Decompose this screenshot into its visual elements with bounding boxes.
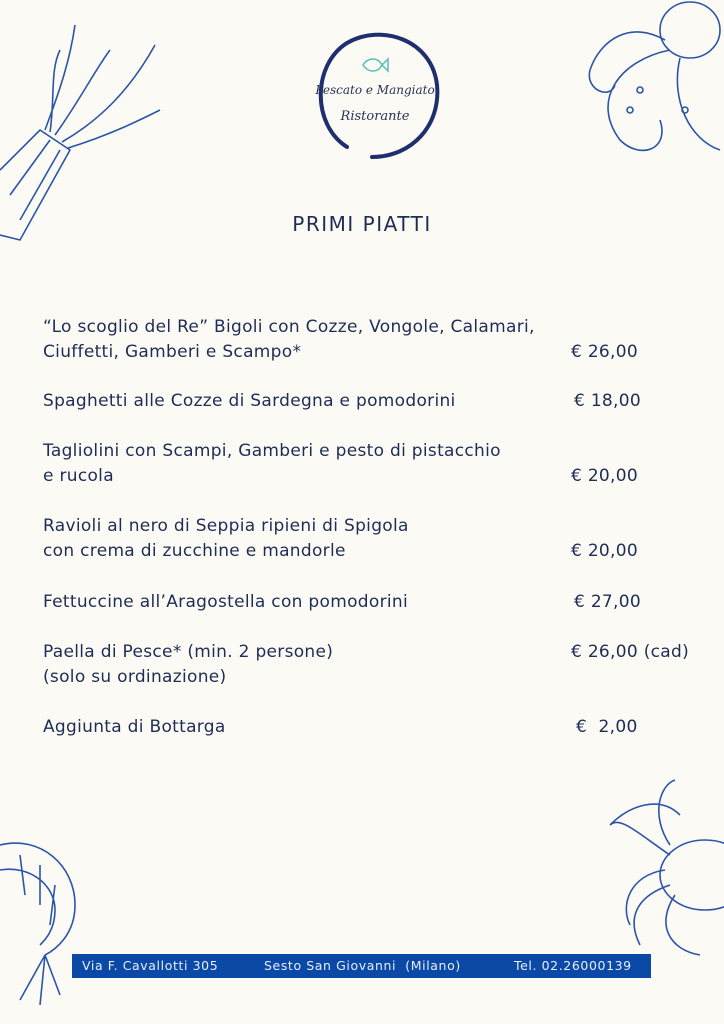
item-price: € 18,00 — [574, 391, 641, 411]
footer-address: Via F. Cavallotti 305 — [82, 958, 219, 973]
restaurant-logo — [307, 25, 443, 161]
item-name-line: Fettuccine all’Aragostella con pomodorini — [43, 592, 408, 612]
item-name-line: con crema di zucchine e mandorle — [43, 541, 346, 561]
footer-city: Sesto San Giovanni (Milano) — [264, 958, 461, 973]
item-name-line: Ciuffetti, Gamberi e Scampo* — [43, 342, 302, 362]
item-name-line: e rucola — [43, 466, 114, 486]
item-price: € 27,00 — [574, 592, 641, 612]
shrimp-illustration — [0, 835, 85, 1005]
item-price: € 26,00 — [571, 342, 638, 362]
item-price: € 26,00 (cad) — [571, 642, 690, 662]
octopus-illustration — [580, 0, 724, 160]
section-title: PRIMI PIATTI — [292, 212, 432, 236]
item-name-line: Tagliolini con Scampi, Gamberi e pesto di pistacchio — [43, 441, 501, 461]
item-price: € 2,00 — [576, 717, 638, 737]
item-price: € 20,00 — [571, 541, 638, 561]
item-name-line: (solo su ordinazione) — [43, 667, 227, 687]
item-name-line: Aggiunta di Bottarga — [43, 717, 226, 737]
footer-bar — [72, 954, 651, 978]
item-name-line: Spaghetti alle Cozze di Sardegna e pomodorini — [43, 391, 456, 411]
item-name-line: Paella di Pesce* (min. 2 persone) — [43, 642, 334, 662]
logo-subtitle: Ristorante — [340, 109, 410, 124]
item-name-line: “Lo scoglio del Re” Bigoli con Cozze, Vongole, Calamari, — [43, 317, 535, 337]
crab-illustration — [600, 775, 724, 965]
item-name-line: Ravioli al nero di Seppia ripieni di Spigola — [43, 516, 409, 536]
item-price: € 20,00 — [571, 466, 638, 486]
footer-phone: Tel. 02.26000139 — [514, 958, 632, 973]
logo-name: Pescato e Mangiato — [315, 83, 435, 97]
fish-icon — [360, 55, 390, 75]
